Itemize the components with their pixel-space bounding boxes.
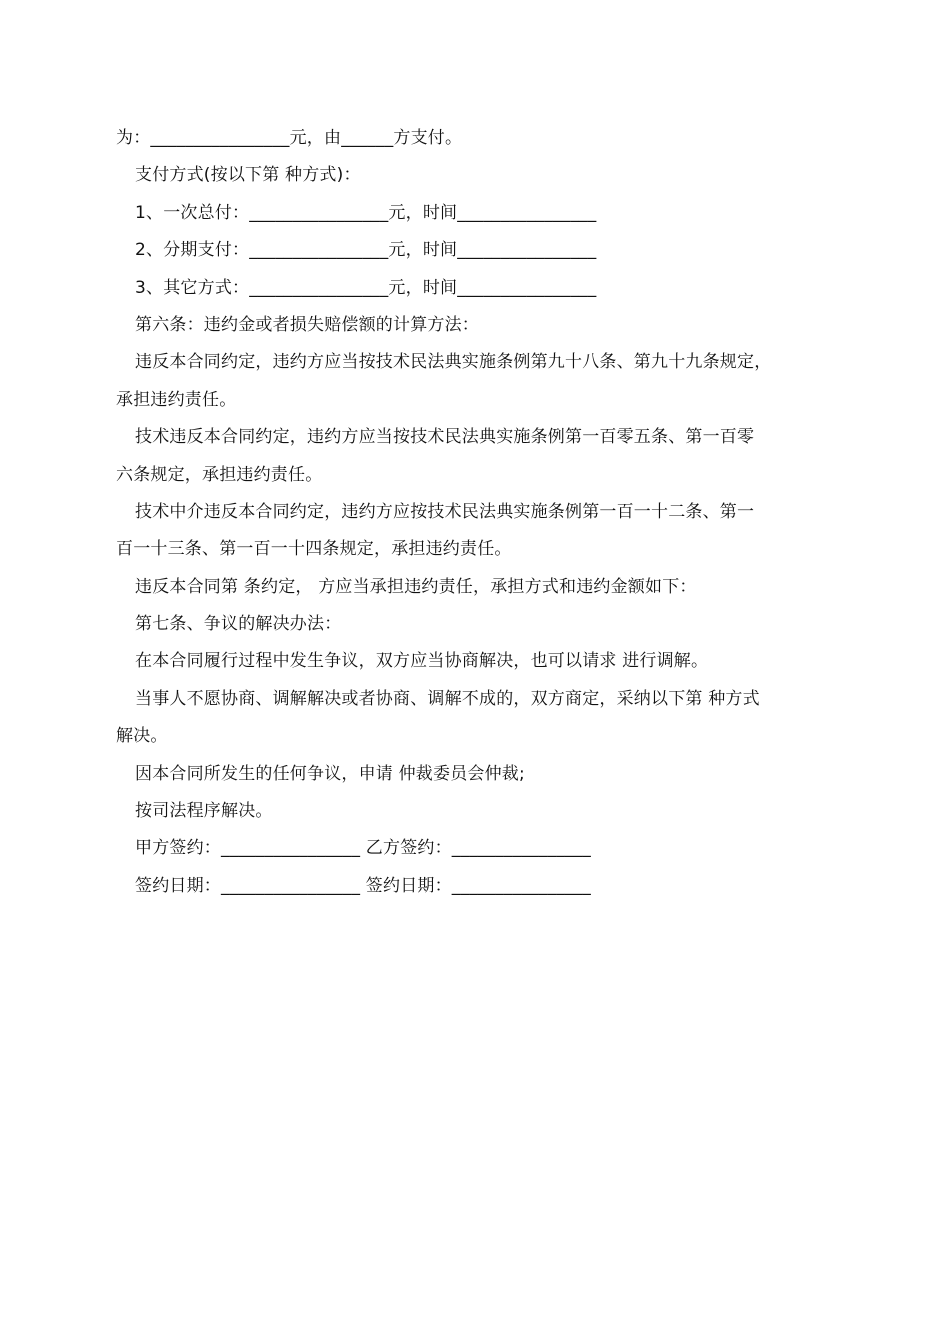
paragraph-line: 百一十三条、第一百一十四条规定，承担违约责任。 xyxy=(116,539,512,560)
paragraph-line: 六条规定，承担违约责任。 xyxy=(116,464,323,485)
paragraph-line: 违反本合同约定，违约方应当按技术民法典实施条例第九十八条、第九十九条规定， xyxy=(135,352,772,373)
paragraph-line: 承担违约责任。 xyxy=(116,389,237,410)
other-payment-line: 3、其它方式：________________元，时间________________ xyxy=(135,277,597,298)
article-seven-heading: 第七条、争议的解决办法： xyxy=(135,614,342,635)
installment-payment-line: 2、分期支付：________________元，时间________________ xyxy=(135,240,597,261)
signature-line: 甲方签约：________________ 乙方签约：________________ xyxy=(135,838,592,859)
paragraph-line: 违反本合同第 条约定， 方应当承担违约责任，承担方式和违约金额如下： xyxy=(135,576,697,597)
lump-sum-payment-line: 1、一次总付：________________元，时间________________ xyxy=(135,202,597,223)
paragraph-line: 解决。 xyxy=(116,726,168,747)
paragraph-line: 当事人不愿协商、调解解决或者协商、调解不成的，双方商定，采纳以下第 种方式 xyxy=(135,688,760,709)
article-six-heading: 第六条：违约金或者损失赔偿额的计算方法： xyxy=(135,314,479,335)
payment-method-heading: 支付方式(按以下第 种方式)： xyxy=(135,165,361,186)
arbitration-option-line: 因本合同所发生的任何争议，申请 仲裁委员会仲裁; xyxy=(135,763,525,784)
judicial-option-line: 按司法程序解决。 xyxy=(135,801,273,822)
paragraph-line: 技术中介违反本合同约定，违约方应按技术民法典实施条例第一百一十二条、第一 xyxy=(135,501,755,522)
payment-amount-line: 为：________________元，由______方支付。 xyxy=(116,128,463,148)
document-body xyxy=(116,120,846,905)
paragraph-line: 在本合同履行过程中发生争议，双方应当协商解决，也可以请求 进行调解。 xyxy=(135,651,709,672)
paragraph-line: 技术违反本合同约定，违约方应当按技术民法典实施条例第一百零五条、第一百零 xyxy=(135,427,755,448)
signing-date-line: 签约日期：________________ 签约日期：________________ xyxy=(135,875,592,896)
